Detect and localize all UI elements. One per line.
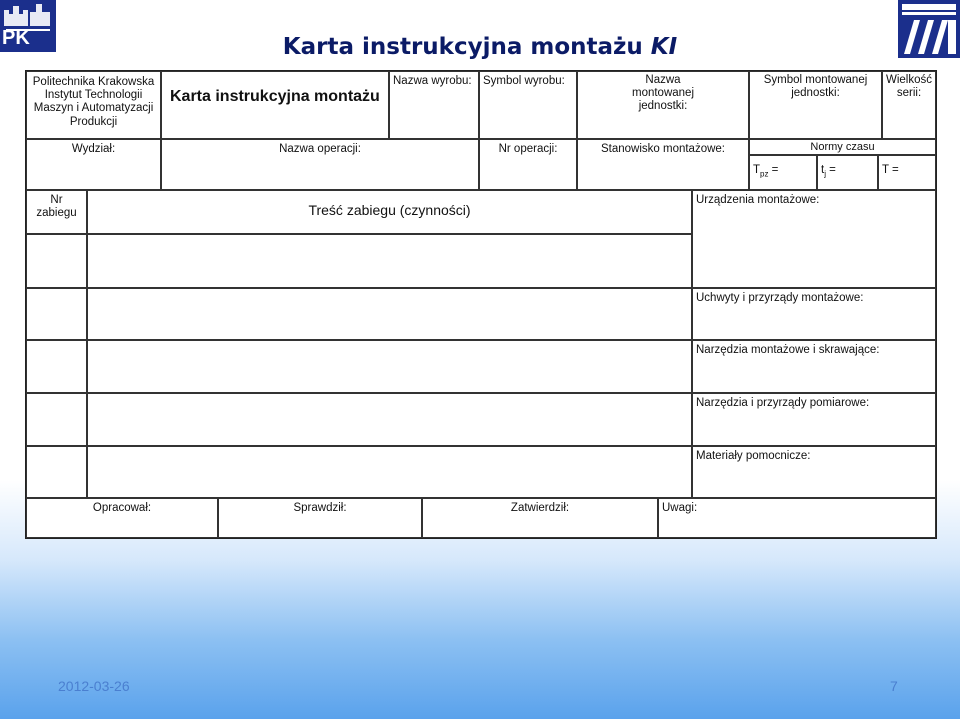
uwagi-field: Uwagi: [658, 498, 936, 538]
zabieg-tresc-cell [87, 234, 692, 288]
zabieg-tresc-cell [87, 446, 692, 498]
tj-field [817, 155, 878, 190]
nr-operacji-field: Nr operacji: [479, 139, 577, 190]
symbol-jednostki-field: Symbol montowanej jednostki: [749, 71, 882, 139]
tpz-field [749, 155, 817, 190]
tj-eq: = [825, 164, 836, 176]
uchwyty-field: Uchwyty i przyrządy montażowe: [692, 288, 936, 340]
zabieg-tresc-cell [87, 393, 692, 446]
zabieg-nr-cell [26, 288, 87, 340]
institution-line: Produkcji [69, 115, 118, 128]
normy-czasu-header: Normy czasu [749, 139, 936, 155]
institution-line: Instytut Technologii [44, 89, 143, 102]
nr-zabiegu-header: Nr zabiegu [26, 190, 87, 234]
institution-block [26, 71, 161, 139]
zabieg-nr-cell [26, 340, 87, 393]
zabieg-nr-cell [26, 234, 87, 288]
urzadzenia-field: Urządzenia montażowe: [692, 190, 936, 288]
slide-page-number: 7 [890, 678, 898, 694]
zabieg-nr-cell [26, 446, 87, 498]
symbol-wyrobu-field: Symbol wyrobu: [479, 71, 577, 139]
tpz-eq: = [768, 164, 779, 176]
pk-logo-text: PK [2, 27, 30, 49]
nazwa-jednostki-field: Nazwa montowanej jednostki: [577, 71, 749, 139]
institution-line: Maszyn i Automatyzacji [33, 102, 154, 115]
materialy-field: Materiały pomocnicze: [692, 446, 936, 498]
tpz-sub: pz [760, 169, 769, 179]
nazwa-operacji-field: Nazwa operacji: [161, 139, 479, 190]
zabieg-tresc-cell [87, 288, 692, 340]
sprawdzil-field: Sprawdził: [218, 498, 422, 538]
t-total-field: T = [878, 155, 936, 190]
slide-date: 2012-03-26 [58, 678, 130, 694]
narzedzia-pomiarowe-field: Narzędzia i przyrządy pomiarowe: [692, 393, 936, 446]
tpz-label: T [753, 164, 761, 176]
wydzial-field: Wydział: [26, 139, 161, 190]
zabieg-tresc-cell [87, 340, 692, 393]
opracowal-field: Opracował: [26, 498, 218, 538]
narzedzia-montazowe-field: Narzędzia montażowe i skrawające: [692, 340, 936, 393]
card-heading: Karta instrukcyjna montażu [161, 71, 389, 139]
tj-label: t [821, 164, 825, 176]
slide-title [0, 34, 960, 60]
slide-title-main: Karta instrukcyjna montażu [282, 34, 651, 60]
tj-sub: j [824, 169, 826, 179]
nazwa-wyrobu-field: Nazwa wyrobu: [389, 71, 479, 139]
zabieg-nr-cell [26, 393, 87, 446]
stanowisko-field: Stanowisko montażowe: [577, 139, 749, 190]
institution-line: Politechnika Krakowska [32, 76, 155, 88]
tresc-zabiegu-header: Treść zabiegu (czynności) [87, 190, 692, 234]
instruction-card [25, 70, 937, 539]
wielkosc-serii-field: Wielkość serii: [882, 71, 936, 139]
slide-title-em: KI [650, 34, 678, 60]
zatwierdzil-field: Zatwierdził: [422, 498, 658, 538]
